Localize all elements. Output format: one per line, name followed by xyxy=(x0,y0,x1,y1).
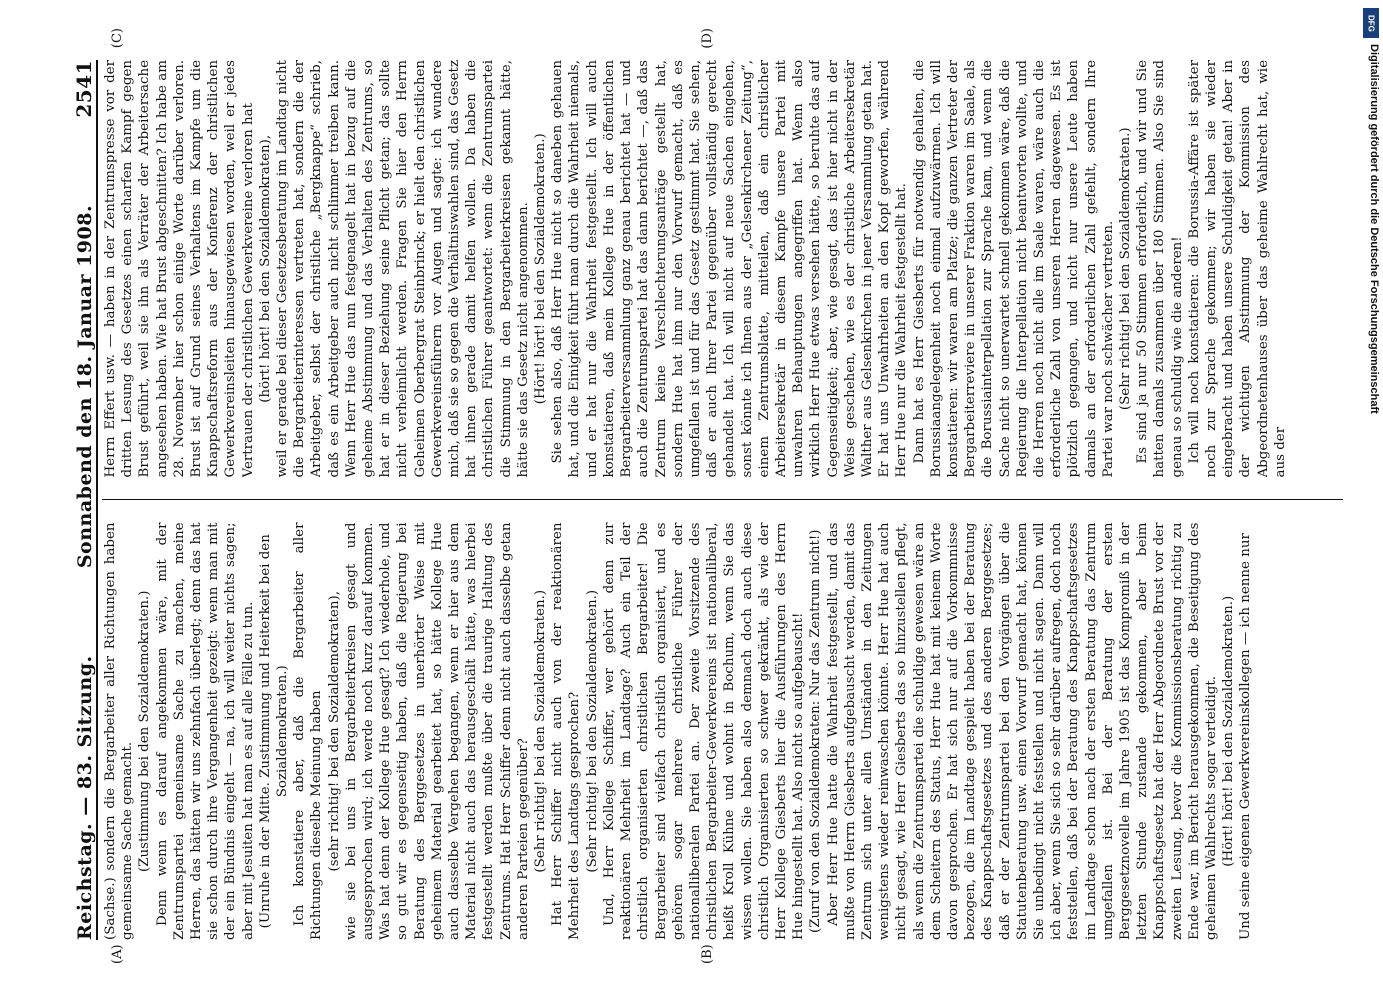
interjection: (Zustimmung bei den Sozialdemokraten.) xyxy=(137,590,153,873)
interjection: (Sehr richtig! bei den Sozialdemokraten.) xyxy=(533,589,549,873)
left-column xyxy=(102,523,1343,941)
paragraph: Und seine eigenen Gewerkvereinskollegen — ich nenne nur xyxy=(1238,533,1254,940)
paragraph: (Sachse.) sondern die Bergarbeiter aller Richtungen haben gemeinsame Sache gemacht. xyxy=(103,522,136,940)
interjection: (Hört! hört! bei den Sozialdemokraten.) xyxy=(1221,595,1237,867)
paragraph: Hat Herr Schiffer nicht auch von der reaktionären Mehrheit des Landtags gesprochen? xyxy=(550,522,583,940)
interjection: (Zuruf von den Sozialdemokraten: Nur das Zentrum nicht!) xyxy=(808,529,824,933)
interjection: (Sehr richtig! bei den Sozialdemokraten.) xyxy=(1117,127,1133,411)
interjection: (Hört! hört! bei den Sozialdemokraten.) xyxy=(533,133,549,405)
running-header xyxy=(60,60,98,940)
column-divider xyxy=(102,500,1343,501)
paragraph: wie sie bei uns in Bergarbeiterkreisen gesagt und ausgesprochen wird; ich werde noch kurz darauf kommen. Was hat denn der Kollege Hue gesagt? Ich wiederhole, und so gut wir es gegenseitig haben, daß die Regierung bei Beratung des Berggesetzes in unerhörter Weise mit geheimem Material gearbeitet hat, so hätte Kollege Hue auch dasselbe Vergehen begangen, wenn er hier aus dem Material nicht auch das herausgeschält hätte, was hierbei festgestellt werden mußte über die traurige Haltung des Zentrums. Hat Herr Schiffer denn nicht auch dasselbe getan anderen Parteien gegenüber? xyxy=(343,522,531,940)
paragraph: Es sind ja nur 50 Stimmen erforderlich, und wir und Sie hatten damals zusammen über 180 Stimmen. Also Sie sind genau so schuldig wie die anderen! xyxy=(1135,60,1185,478)
interjection: (hört! hört! bei den Sozialdemokraten), xyxy=(257,134,273,403)
interjection: (Sehr richtig! bei den Sozialdemokraten.) xyxy=(584,589,600,873)
margin-marker-a: (A) xyxy=(110,944,125,964)
paragraph: Aber Herr Hue hatte die Wahrheit festgestellt, und das mußte von Herrn Giesberts aufgebauscht werden, damit das Zentrum sich unter allen Umständen in den Zeitungen wenigstens wieder reinwaschen könnte. Herr Hue hat auch nicht gesagt, wie Herr Giesberts das so hinzustellen pflegt, als wenn die Zentrumspartei die schuldige gewesen wäre an dem Scheitern des Status, Herr Hue hat mit keinem Worte davon gesprochen. Er hat sich nur auf die Vorkommnisse bezogen, die im Landtage gespielt haben bei der Beratung des Knappschaftsgesetzes und des anderen Berggesetzes; daß er der Zentrumspartei bei den Vorgängen über die Statutenberatung usw. einen Vorwurf gemacht hat, können Sie unbedingt nicht feststellen und nicht sagen. Dann will ich aber, wenn Sie sich so sehr darüber aufregen, doch noch feststellen, daß bei der Beratung des Knappschaftsgesetzes im Landtage schon nach der ersten Beratung das Zentrum umgefallen ist. Bei der Beratung der ersten Berggesetznovelle im Jahre 1905 ist das Kompromiß in der letzten Stunde zustande gekommen, aber beim Knappschaftsgesetz hat der Herr Abgeordnete Brust vor der zweiten Lesung, bevor die Kommissionsberatung richtig zu Ende war, im Bericht herausgekommen, die Beseitigung des geheimen Wahlrechts sogar verteidigt. xyxy=(825,522,1219,940)
digitization-credit: Digitalisierung gefördert durch die Deutsche Forschungsgemeinschaft xyxy=(1368,44,1380,414)
interjection: (sehr richtig! bei den Sozialdemokraten), xyxy=(326,591,342,872)
margin-marker-b: (B) xyxy=(700,944,715,964)
dfg-logo: DFG xyxy=(1363,8,1379,38)
paragraph: Und, Herr Kollege Schiffer, wer gehört denn zur reaktionären Mehrheit im Landtage? Auch ein Teil der christlich organisierten christlichen Bergarbeiter! Die Bergarbeiter sind vielfach christlich organisiert, und es gehören sogar mehrere christliche Führer der nationalliberalen Partei an. Der zweite Vorsitzende des christlichen Bergarbeiter-Gewerkvereins ist nationalliberal, heißt Kroll Kühne und wohnt in Bochum, wenn Sie das wissen wollen. Sie haben also demnach doch auch diese christlich Organisierten so schwer gekränkt, als wie der Herr Kollege Giesberts hier die Ausführungen des Herrn Hue hingestellt hat. Also nicht so aufgebauscht! xyxy=(601,522,807,940)
text-columns xyxy=(102,60,1343,940)
header-date: Sonnabend den 18. Januar 1908. xyxy=(74,204,96,569)
paragraph: Denn wenn es darauf angekommen wäre, mit der Zentrumspartei gemeinsame Sache zu machen, meine Herren, das hätten wir uns zehnfach überlegt; denn das hat sie schon durch ihre Vergangenheit gezeigt: wenn man mit der ein Bündnis eingeht — na, ich will weiter nichts sagen; aber mit Jesuiten hat man es auf alle Fälle zu tun. xyxy=(154,522,256,940)
right-column xyxy=(102,60,1343,478)
paragraph: Dann hat es Herr Giesberts für notwendig gehalten, die Borussiaangelegenheit noch einmal aufzuwärmen. Ich will konstatieren: wir waren am Platze; die ganzen Vertreter der Bergarbeiterreviere in unserer Fraktion waren im Saale, als die Borussiainterpellation zur Sprache kam, und wenn die Sache nicht so unerwartet schnell gekommen wäre, daß die Regierung die Interpellation nicht beantworten wollte, und die Herren noch nicht alle im Saale waren, wäre auch die erforderliche Zahl von unseren Herren dagewesen. Es ist plötzlich gegangen, und nicht nur unsere Leute haben damals an der erforderlichen Zahl gefehlt, sondern Ihre Partei war noch schwächer vertreten. xyxy=(911,60,1116,478)
header-left: Reichstag. — 83. Sitzung. xyxy=(74,655,96,940)
paragraph: Ich konstatiere aber, daß die Bergarbeiter aller Richtungen dieselbe Meinung haben xyxy=(292,522,325,940)
page-number: 2541 xyxy=(72,60,96,118)
paragraph: Sie sehen also, daß Herr Hue nicht so daneben gehauen hat, und die Einigkeit führt man durch die Wahrheit niemals, und er hat nur die Wahrheit festgestellt. Ich will auch konstatieren, daß mein Kollege Hue in der öffentlichen Bergarbeiterversammlung ganz genau berichtet hat — und auch die Zentrumspartei hat das dann berichtet —, daß das Zentrum keine Verschlechterungsanträge gestellt hat, sondern Hue hat ihm nur den Vorwurf gemacht, daß es umgefallen ist und für das Gesetz gestimmt hat. Sie sehen, daß er auch Ihrer Partei gegenüber vollständig gerecht gehandelt hat. Ich will nicht auf neue Sachen eingehen, sonst könnte ich Ihnen aus der „Gelsenkirchener Zeitung“, einem Zentrumsblatte, mitteilen, daß ein christlicher Arbeitersekretär in diesem Kampfe unsere Partei mit unwahren Behauptungen angegriffen hat. Wenn also wirklich Herr Hue etwas versehen hätte, so beruhte das auf Gegenseitigkeit; aber, wie gesagt, das ist hier nicht in der Weise geschehen, wie es der christliche Arbeitersekretär Walther aus Gelsenkirchen in jener Versammlung getan hat. Er hat uns Unwahrheiten an den Kopf geworfen, während Herr Hue nur die Wahrheit festgestellt hat. xyxy=(550,60,910,478)
margin-marker-d: (D) xyxy=(700,28,715,49)
paragraph: Ich will noch konstatieren: die Borussia-Affäre ist später noch zur Sprache gekommen; wir haben sie wieder eingebracht und haben unsere Schuldigkeit getan! Aber in der wichtigen Abstimmung der Kommission des Abgeordnetenhauses über das geheime Wahlrecht hat, wie aus der xyxy=(1186,60,1288,478)
paragraph: weil er gerade bei dieser Gesetzesberatung im Landtag nicht die Bergarbeiterinteressen vertreten hat, sondern die der Arbeitgeber, selbst der christliche „Bergknappe“ schrieb, daß es ein Arbeitgeber auch nicht schlimmer treiben kann. Wenn Herr Hue das nun festgenagelt hat in bezug auf die geheime Abstimmung und das Verhalten des Zentrums, so hat er in dieser Beziehung seine Pflicht getan; das sollte nicht verheimlicht werden. Fragen Sie hier den Herrn Geheimen Oberbergrat Steinbrinck; er hielt den christlichen Gewerkvereinsführern vor Augen und sagte: ich wundere mich, daß sie so gegen die Verhältniswahlen sind, das Gesetz hat ihnen gerade damit helfen wollen. Da haben die christlichen Führer geantwortet: wenn die Zentrumspartei die Stimmung in den Bergarbeiterkreisen gekannt hätte, hätte sie das Gesetz nicht angenommen. xyxy=(275,60,531,478)
margin-marker-c: (C) xyxy=(110,28,125,49)
paragraph: Herrn Effert usw. — haben in der Zentrumspresse vor der dritten Lesung des Gesetzes einen scharfen Kampf gegen Brust geführt, weil sie ihn als Verräter der Arbeitersache angesehen haben. Wie hat Brust abgeschnitten? Ich habe am 28. November hier schon einige Worte darüber verloren. Brust ist auf Grund seines Verhaltens im Kampfe um die Knappschaftsreform aus der Konferenz der christlichen Gewerkvereinsleiten hinausgewiesen worden, weil er jedes Vertrauen der christlichen Gewerkvereine verloren hat xyxy=(103,60,256,478)
interjection: (Unruhe in der Mitte. Zustimmung und Heiterkeit bei den Sozialdemokraten.) xyxy=(257,534,291,929)
